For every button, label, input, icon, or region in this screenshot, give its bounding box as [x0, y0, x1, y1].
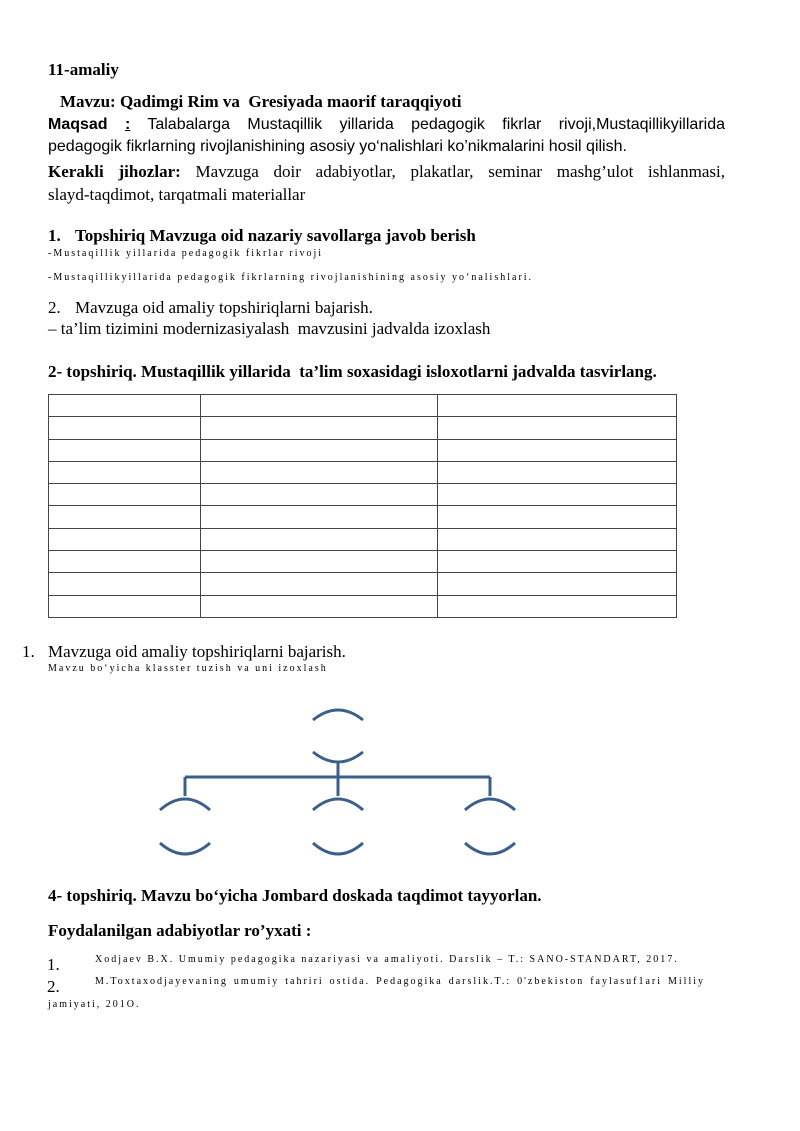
table-cell	[438, 551, 677, 573]
task3-sub: Mavzu bo‘yicha klasster tuzish va uni izoxlash	[48, 663, 328, 674]
equipment-text-line2: slayd-taqdimot, tarqatmali materiallar	[48, 185, 306, 204]
task3-title: Mavzuga oid amaliy topshiriqlarni bajarish.	[48, 642, 346, 661]
table-cell	[49, 439, 201, 461]
goal-paragraph	[48, 114, 725, 158]
table-cell	[200, 595, 438, 617]
table-cell	[438, 439, 677, 461]
reference-2-text: M.Toxtaxodjayevaning umumiy tahriri ostida. Pedagogika darslik.T.: 0'zbekiston faylasuf1ari Milliy	[95, 976, 705, 987]
table-row	[49, 461, 677, 483]
cluster-center-arc-lower	[313, 843, 363, 854]
task1-question-1: -Mustaqillik yillarida pedagogik fikrlar rivoji	[48, 248, 324, 259]
table-cell	[49, 506, 201, 528]
cluster-top-arc-lower	[313, 752, 363, 762]
cluster-center-arc-upper	[313, 799, 363, 810]
cluster-right-arc-lower	[465, 843, 515, 854]
cluster-right-arc-upper	[465, 799, 515, 810]
task3-heading	[22, 642, 346, 662]
table-cell	[49, 417, 201, 439]
goal-colon: :	[124, 116, 131, 133]
task2-intro-heading	[48, 298, 373, 318]
equipment-label: Kerakli jihozlar:	[48, 162, 181, 181]
table-cell	[200, 484, 438, 506]
table-row	[49, 551, 677, 573]
topic-heading: Mavzu: Qadimgi Rim va Gresiyada maorif taraqqiyoti	[60, 92, 462, 111]
task2-intro-number: 2.	[48, 298, 61, 317]
table-cell	[49, 395, 201, 417]
cluster-left-arc-upper	[160, 799, 210, 810]
table-cell	[200, 528, 438, 550]
table-cell	[200, 506, 438, 528]
table-cell	[49, 528, 201, 550]
table-cell	[438, 595, 677, 617]
references-title: Foydalanilgan adabiyotlar ro’yxati :	[48, 921, 312, 940]
task2-intro-title: Mavzuga oid amaliy topshiriqlarni bajarish.	[75, 298, 373, 317]
table-row	[49, 439, 677, 461]
task1-heading	[48, 226, 476, 246]
equipment-paragraph	[48, 160, 725, 206]
table-row	[49, 528, 677, 550]
task1-title: Topshiriq Mavzuga oid nazariy savollarga javob berish	[75, 226, 476, 245]
table-cell	[49, 595, 201, 617]
table-cell	[200, 551, 438, 573]
table-row	[49, 417, 677, 439]
reference-2-continued: jamiyati, 201O.	[48, 999, 141, 1010]
table-cell	[200, 461, 438, 483]
table-cell	[200, 573, 438, 595]
equipment-text-line1: Mavzuga doir adabiyotlar, plakatlar, seminar mashg’ulot ishlanmasi,	[195, 162, 725, 181]
table-cell	[438, 573, 677, 595]
table-cell	[49, 484, 201, 506]
goal-text-line2: pedagogik fikrlarning rivojlanishining asosiy yo‘nalishlari ko’nikmalarini hosil qilish.	[48, 138, 627, 155]
table-cell	[200, 439, 438, 461]
task2-table-title: 2- topshiriq. Mustaqillik yillarida ta’lim soxasidagi isloxotlarni jadvalda tasvirlang.	[48, 362, 657, 381]
table-cell	[438, 484, 677, 506]
reforms-table	[48, 394, 677, 618]
task1-question-2: -Mustaqillikyillarida pedagogik fikrlarning rivojlanishining asosiy yo‘nalishlari.	[48, 272, 534, 283]
table-cell	[200, 395, 438, 417]
lab-number: 11-amaliy	[48, 60, 119, 79]
task2-intro-sub: – ta’lim tizimini modernizasiyalash mavzusini jadvalda izoxlash	[48, 319, 491, 338]
cluster-top-arc-upper	[313, 710, 363, 720]
task3-number: 1.	[22, 642, 35, 661]
table-cell	[438, 528, 677, 550]
task1-number: 1.	[48, 226, 61, 245]
table-row	[49, 484, 677, 506]
goal-label: Maqsad	[48, 116, 108, 133]
table-row	[49, 395, 677, 417]
table-cell	[49, 461, 201, 483]
reference-1-number: 1.	[47, 955, 60, 974]
table-row	[49, 573, 677, 595]
table-row	[49, 506, 677, 528]
table-cell	[438, 395, 677, 417]
reference-2-number: 2.	[47, 977, 60, 996]
cluster-diagram	[0, 700, 800, 870]
table-cell	[49, 551, 201, 573]
reference-1-text: Xodjaev B.X. Umumiy pedagogika nazariyasi va amaliyoti. Darslik – T.: SANO-STANDART, 2017.	[95, 954, 679, 965]
table-cell	[438, 506, 677, 528]
task4-heading: 4- topshiriq. Mavzu bo‘yicha Jombard doskada taqdimot tayyorlan.	[48, 886, 542, 905]
cluster-left-arc-lower	[160, 843, 210, 854]
table-cell	[200, 417, 438, 439]
table-row	[49, 595, 677, 617]
goal-text-line1: Talabalarga Mustaqillik yillarida pedagogik fikrlar rivoji,Mustaqillikyillarida	[147, 116, 725, 133]
table-cell	[438, 461, 677, 483]
table-cell	[438, 417, 677, 439]
table-cell	[49, 573, 201, 595]
